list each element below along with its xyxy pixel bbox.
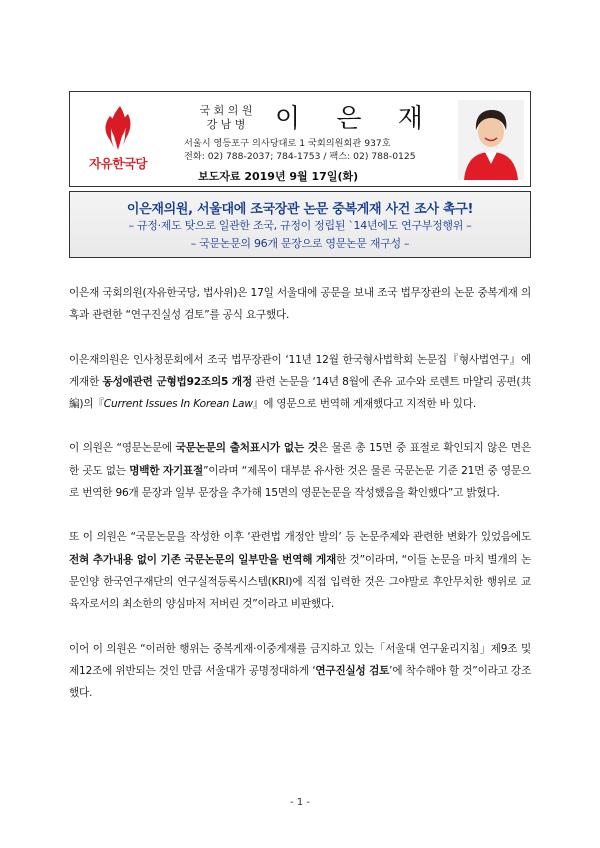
party-logo — [76, 102, 160, 178]
paragraph-5: 이어 이 의원은 “이러한 행위는 중복게재·이중게재를 금지하고 있는「서울대 연구윤리지침」제9조 및 제12조에 위반되는 것인 만큼 서울대가 공명정대하게 ‘연구진실성 검토’에 착수해야 할 것”이라고 강조했다. — [69, 642, 531, 700]
role-line2: 강 남 병 — [206, 118, 246, 131]
member-photo — [458, 100, 524, 180]
paragraph-3: 이 의원은 “영문논문에 국문논문의 출처표시가 없는 것은 물론 총 15면 중 표절로 확인되지 않은 면은 한 곳도 없는 명백한 자기표절”이라며 “제목이 대부분 유사한 것은 물론 국문논문 기준 21면 중 영문으로 번역한 96개 문장과 일부 문장을 추가해 15면의 영문논문을 작성했음을 확인했다”고 밝혔다. — [69, 442, 531, 500]
member-name: 이 은 재 — [275, 104, 437, 134]
headline-box — [69, 191, 531, 258]
role-line1: 국 회 의 원 — [199, 104, 253, 117]
paragraph-1: 이은재 국회의원(자유한국당, 법사위)은 17일 서울대에 공문을 보내 조국 법무장관의 논문 중복게재 의혹과 관련한 “연구진실성 검토”를 공식 요구했다. — [69, 287, 531, 322]
headline: 이은재의원, 서울대에 조국장관 논문 중복게재 사건 조사 촉구! — [126, 202, 474, 217]
address: 서울시 영등포구 의사당대로 1 국회의원회관 937호 — [184, 138, 391, 149]
header-box — [69, 91, 531, 187]
member-role — [184, 104, 268, 132]
torch-icon — [76, 102, 160, 154]
portrait-image — [458, 100, 524, 180]
subheadline-2: – 국문논문의 96개 문장으로 영문논문 재구성 – — [190, 237, 410, 250]
contact-info — [184, 137, 444, 163]
article-body — [69, 282, 531, 726]
page-number: - 1 - — [290, 797, 310, 808]
press-release-date: 보도자료 2019년 9월 17일(화) — [198, 170, 359, 183]
phone-fax: 전화: 02) 788-2037; 784-1753 / 팩스: 02) 788-0125 — [184, 151, 416, 162]
subheadline-1: – 규정·제도 탓으로 일관한 조국, 규정이 정립된 `14년에도 연구부정행위 – — [128, 219, 472, 232]
paragraph-2: 이은재의원은 인사청문회에서 조국 법무장관이 ‘11년 12월 한국형사법학회 논문집『형사법연구』에 게재한 동성애관련 군형법92조의5 개정 관련 논문을 ‘14년 8월에 존유 교수와 로렌트 마얄리 공편(共編)의『Current Issues In Korean Law』에 영문으로 번역해 게재했다고 지적한 바 있다. — [69, 353, 531, 411]
party-name: 자유한국당 — [89, 156, 147, 171]
paragraph-4: 또 이 의원은 “국문논문을 작성한 이후 ‘관련법 개정안 발의’ 등 논문주제와 관련한 변화가 있었음에도 전혀 추가내용 없이 기존 국문논문의 일부만을 번역해 게재한 것”이라며, “이들 논문을 마치 별개의 논문인양 한국연구재단의 연구실적등록시스템(KRI)에 직접 입력한 것은 그야말로 후안무치한 행위로 교육자로서의 최소한의 양심마저 저버린 것”이라고 비판했다. — [69, 531, 531, 611]
